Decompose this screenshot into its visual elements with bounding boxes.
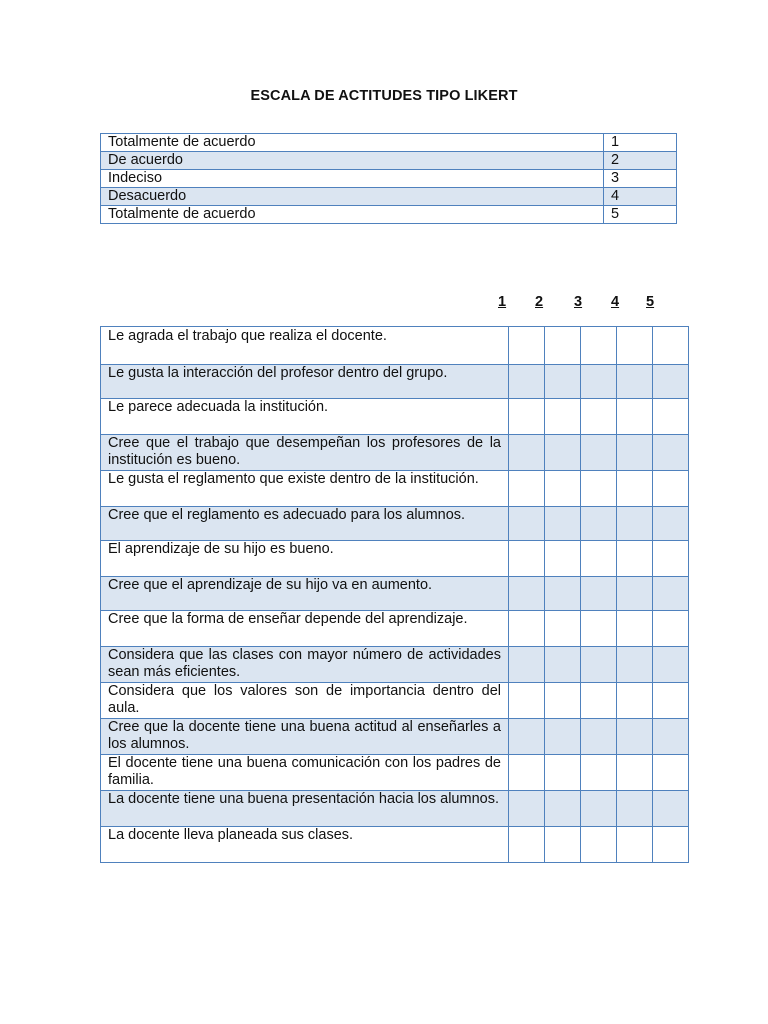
scale-row [101, 188, 677, 206]
column-header: 1 [498, 294, 507, 310]
rating-cell-2[interactable] [545, 327, 581, 365]
rating-cell-4[interactable] [617, 327, 653, 365]
likert-items-table [100, 326, 689, 863]
item-statement: Cree que la docente tiene una buena actitud al enseñarles a los alumnos. [101, 719, 509, 755]
item-row [101, 647, 689, 683]
rating-cell-5[interactable] [653, 365, 689, 399]
item-row [101, 791, 689, 827]
rating-cell-4[interactable] [617, 791, 653, 827]
rating-cell-4[interactable] [617, 399, 653, 435]
item-row [101, 399, 689, 435]
item-row [101, 541, 689, 577]
scale-label: Indeciso [101, 170, 604, 188]
rating-cell-1[interactable] [509, 755, 545, 791]
rating-cell-4[interactable] [617, 647, 653, 683]
rating-cell-2[interactable] [545, 365, 581, 399]
rating-cell-4[interactable] [617, 719, 653, 755]
scale-row [101, 170, 677, 188]
rating-cell-4[interactable] [617, 435, 653, 471]
rating-cell-2[interactable] [545, 611, 581, 647]
rating-cell-2[interactable] [545, 755, 581, 791]
item-row [101, 471, 689, 507]
scale-value: 3 [604, 170, 677, 188]
rating-cell-2[interactable] [545, 791, 581, 827]
rating-cell-5[interactable] [653, 647, 689, 683]
item-statement: Le parece adecuada la institución. [101, 399, 509, 435]
scale-value: 4 [604, 188, 677, 206]
rating-cell-5[interactable] [653, 507, 689, 541]
item-statement: Cree que el trabajo que desempeñan los profesores de la institución es bueno. [101, 435, 509, 471]
item-row [101, 683, 689, 719]
rating-cell-4[interactable] [617, 471, 653, 507]
rating-cell-3[interactable] [581, 719, 617, 755]
item-row [101, 611, 689, 647]
rating-cell-1[interactable] [509, 683, 545, 719]
column-header: 4 [611, 294, 620, 310]
scale-row [101, 152, 677, 170]
rating-cell-5[interactable] [653, 791, 689, 827]
item-statement: Cree que el aprendizaje de su hijo va en aumento. [101, 577, 509, 611]
scale-row [101, 206, 677, 224]
rating-cell-3[interactable] [581, 647, 617, 683]
rating-cell-2[interactable] [545, 719, 581, 755]
rating-cell-2[interactable] [545, 683, 581, 719]
rating-cell-5[interactable] [653, 541, 689, 577]
item-statement: El aprendizaje de su hijo es bueno. [101, 541, 509, 577]
rating-cell-3[interactable] [581, 435, 617, 471]
item-row [101, 755, 689, 791]
rating-cell-1[interactable] [509, 577, 545, 611]
item-row [101, 827, 689, 863]
rating-cell-4[interactable] [617, 507, 653, 541]
item-statement: Considera que los valores son de importancia dentro del aula. [101, 683, 509, 719]
rating-column-headers [0, 294, 768, 314]
rating-cell-1[interactable] [509, 471, 545, 507]
rating-cell-2[interactable] [545, 827, 581, 863]
rating-cell-5[interactable] [653, 755, 689, 791]
rating-cell-1[interactable] [509, 647, 545, 683]
rating-cell-3[interactable] [581, 507, 617, 541]
item-row [101, 327, 689, 365]
item-statement: La docente lleva planeada sus clases. [101, 827, 509, 863]
item-statement: Le agrada el trabajo que realiza el docente. [101, 327, 509, 365]
rating-cell-1[interactable] [509, 327, 545, 365]
rating-cell-1[interactable] [509, 611, 545, 647]
item-statement: Cree que la forma de enseñar depende del aprendizaje. [101, 611, 509, 647]
rating-cell-2[interactable] [545, 647, 581, 683]
rating-cell-4[interactable] [617, 683, 653, 719]
rating-cell-1[interactable] [509, 719, 545, 755]
rating-cell-2[interactable] [545, 577, 581, 611]
item-statement: El docente tiene una buena comunicación con los padres de familia. [101, 755, 509, 791]
rating-cell-5[interactable] [653, 435, 689, 471]
rating-cell-1[interactable] [509, 365, 545, 399]
rating-cell-4[interactable] [617, 611, 653, 647]
rating-cell-5[interactable] [653, 683, 689, 719]
item-statement: Le gusta la interacción del profesor dentro del grupo. [101, 365, 509, 399]
rating-cell-2[interactable] [545, 507, 581, 541]
scale-value: 1 [604, 134, 677, 152]
rating-cell-5[interactable] [653, 399, 689, 435]
rating-cell-5[interactable] [653, 471, 689, 507]
rating-cell-5[interactable] [653, 327, 689, 365]
rating-cell-4[interactable] [617, 755, 653, 791]
scale-label: Desacuerdo [101, 188, 604, 206]
rating-cell-3[interactable] [581, 365, 617, 399]
rating-cell-3[interactable] [581, 683, 617, 719]
rating-cell-5[interactable] [653, 719, 689, 755]
item-statement: La docente tiene una buena presentación hacia los alumnos. [101, 791, 509, 827]
scale-label: De acuerdo [101, 152, 604, 170]
item-statement: Cree que el reglamento es adecuado para los alumnos. [101, 507, 509, 541]
page-title: ESCALA DE ACTITUDES TIPO LIKERT [250, 88, 518, 104]
rating-cell-3[interactable] [581, 577, 617, 611]
rating-cell-1[interactable] [509, 541, 545, 577]
scale-label: Totalmente de acuerdo [101, 134, 604, 152]
rating-cell-2[interactable] [545, 541, 581, 577]
rating-cell-5[interactable] [653, 611, 689, 647]
rating-cell-5[interactable] [653, 827, 689, 863]
rating-cell-5[interactable] [653, 577, 689, 611]
rating-cell-4[interactable] [617, 577, 653, 611]
item-row [101, 435, 689, 471]
rating-cell-1[interactable] [509, 507, 545, 541]
item-statement: Considera que las clases con mayor número de actividades sean más eficientes. [101, 647, 509, 683]
rating-cell-3[interactable] [581, 541, 617, 577]
rating-cell-3[interactable] [581, 755, 617, 791]
rating-cell-3[interactable] [581, 827, 617, 863]
column-header: 3 [574, 294, 583, 310]
item-row [101, 365, 689, 399]
scale-legend-table [100, 133, 677, 224]
column-header: 5 [646, 294, 655, 310]
rating-cell-2[interactable] [545, 399, 581, 435]
rating-cell-4[interactable] [617, 541, 653, 577]
rating-cell-1[interactable] [509, 399, 545, 435]
rating-cell-1[interactable] [509, 827, 545, 863]
rating-cell-4[interactable] [617, 827, 653, 863]
rating-cell-4[interactable] [617, 365, 653, 399]
rating-cell-3[interactable] [581, 399, 617, 435]
rating-cell-1[interactable] [509, 435, 545, 471]
item-row [101, 577, 689, 611]
scale-label: Totalmente de acuerdo [101, 206, 604, 224]
rating-cell-3[interactable] [581, 611, 617, 647]
column-header: 2 [535, 294, 544, 310]
scale-row [101, 134, 677, 152]
rating-cell-1[interactable] [509, 791, 545, 827]
item-row [101, 507, 689, 541]
rating-cell-3[interactable] [581, 791, 617, 827]
rating-cell-2[interactable] [545, 471, 581, 507]
rating-cell-2[interactable] [545, 435, 581, 471]
scale-value: 5 [604, 206, 677, 224]
item-row [101, 719, 689, 755]
item-statement: Le gusta el reglamento que existe dentro de la institución. [101, 471, 509, 507]
rating-cell-3[interactable] [581, 327, 617, 365]
rating-cell-3[interactable] [581, 471, 617, 507]
scale-value: 2 [604, 152, 677, 170]
